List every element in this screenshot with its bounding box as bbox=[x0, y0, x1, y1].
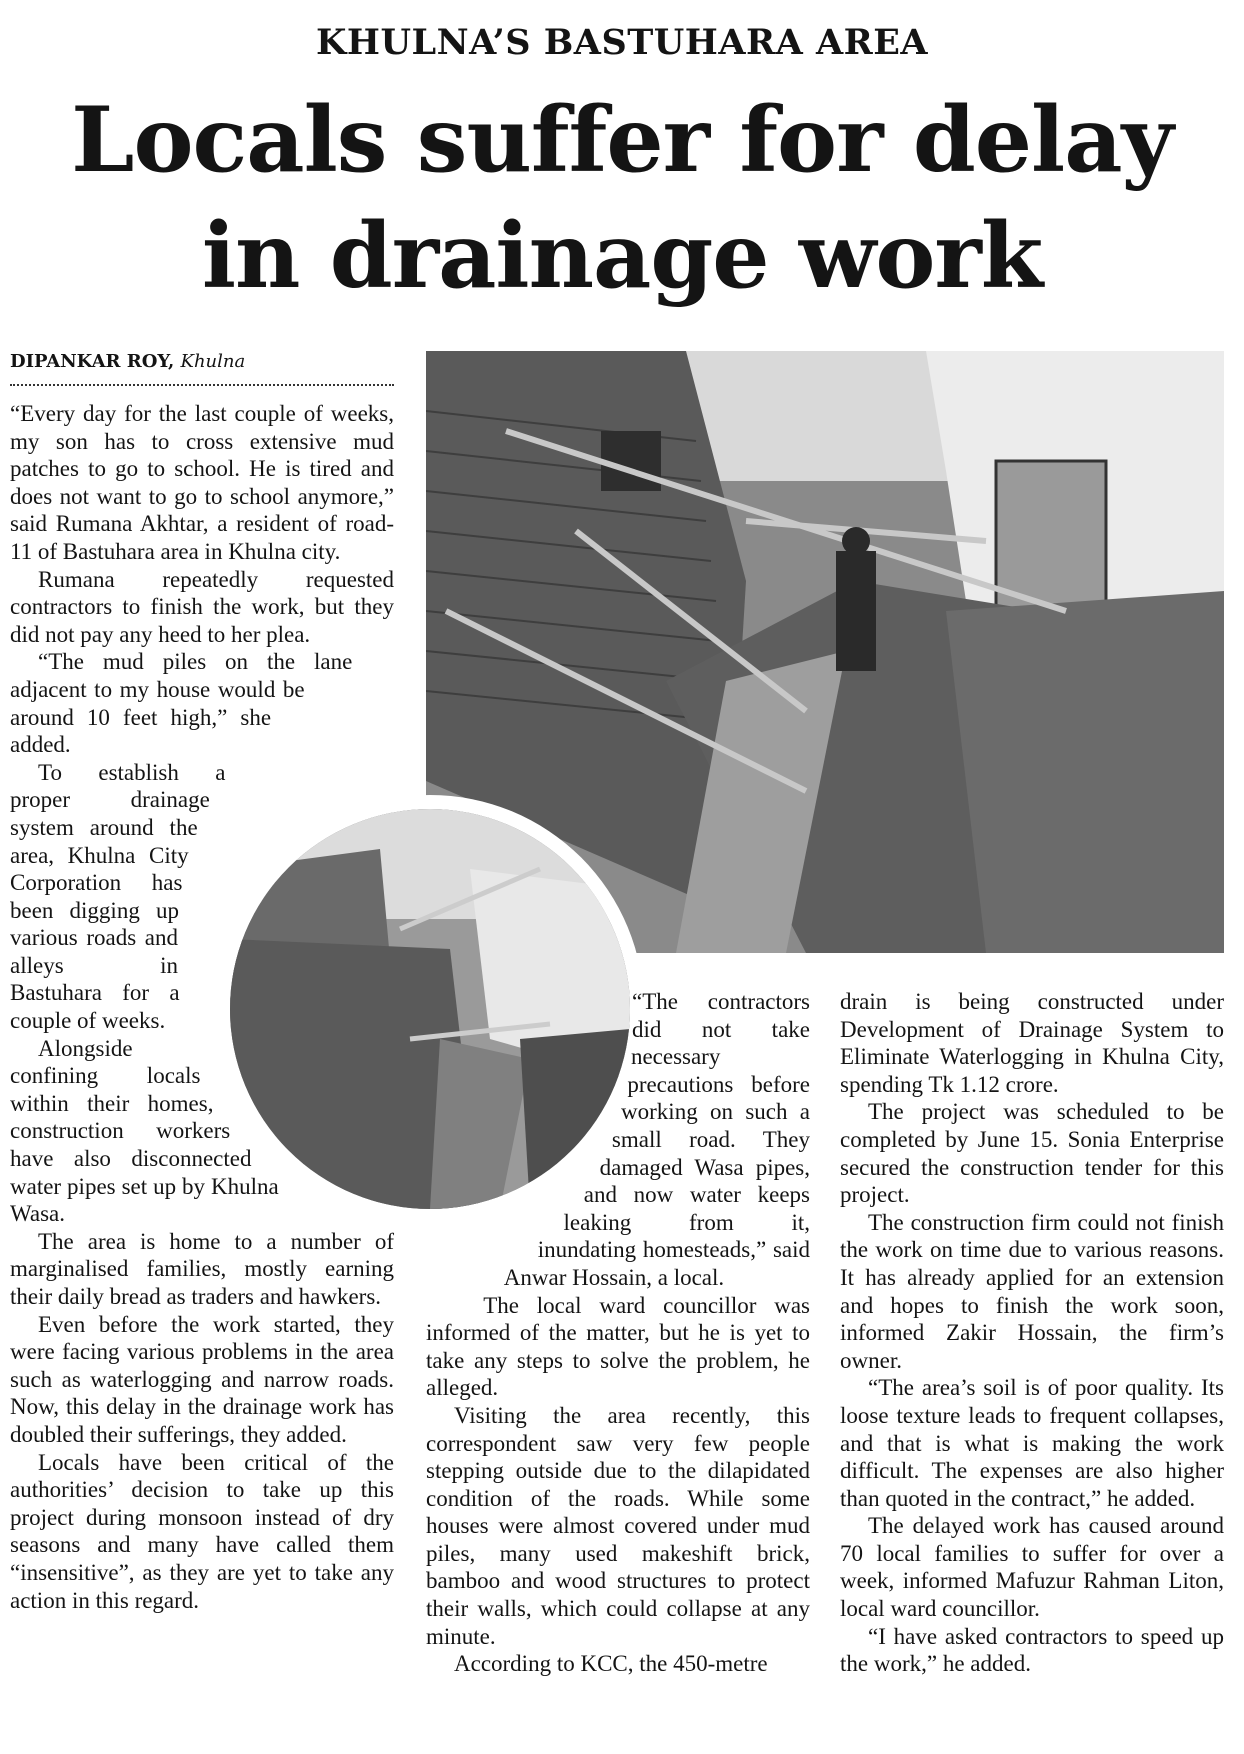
paragraph: According to KCC, the 450-metre bbox=[454, 1651, 768, 1677]
paragraph: Visiting the area recently, this correspondent saw very few people stepping outside due to the dilapidated condition of the roads. While some houses were almost covered under mud piles, many used makeshift brick, bamboo and wood structures to protect their walls, which could collapse at any minute. bbox=[426, 1402, 810, 1649]
paragraph: Rumana repeatedly requested contractors to finish the work, but they did not pay any heed to her plea. bbox=[10, 566, 394, 647]
paragraph: “The area’s soil is of poor quality. Its loose texture leads to frequent collapses, and that is what is making the work difficult. The expenses are also higher than quoted in the contract,” he added. bbox=[840, 1375, 1224, 1511]
paragraph: Locals have been critical of the authorities’ decision to take up this project during monsoon instead of dry seasons and many have called them “insensitive”, as they are yet to take any action in this regard. bbox=[10, 1449, 394, 1613]
paragraph: The delayed work has caused around 70 local families to suffer for over a week, informed Mafuzur Rahman Liton, local ward councillor. bbox=[840, 1513, 1224, 1622]
byline-divider bbox=[10, 384, 394, 386]
paragraph: The project was scheduled to be completed by June 15. Sonia Enterprise secured the construction tender for this project. bbox=[840, 1099, 1224, 1208]
headline-line-1: Locals suffer for delay bbox=[71, 87, 1173, 193]
kicker: KHULNA’S BASTUHARA AREA bbox=[315, 22, 929, 63]
byline-location: Khulna bbox=[180, 351, 246, 372]
paragraph: The area is home to a number of marginalised families, mostly earning their daily bread as traders and hawkers. bbox=[10, 1228, 394, 1309]
byline-author: DIPANKAR ROY, bbox=[10, 351, 175, 372]
byline bbox=[10, 351, 245, 372]
paragraph: “Every day for the last couple of weeks, my son has to cross extensive mud patches to go to school. He is tired and does not want to go to school anymore,” said Rumana Akhtar, a resident of road-11 of Bastuhara area in Khulna city. bbox=[10, 401, 394, 564]
paragraph: The construction firm could not finish the work on time due to various reasons. It has already applied for an extension and hopes to finish the work soon, informed Zakir Hossain, the firm’s owner. bbox=[840, 1209, 1224, 1373]
headline-line-2: in drainage work bbox=[201, 203, 1043, 309]
paragraph: “The mud piles on the lane adjacent to my house would be around 10 feet high,” she added. bbox=[10, 649, 353, 758]
paragraph: Even before the work started, they were facing various problems in the area such as waterlogging and narrow roads. Now, this delay in the drainage work has doubled their sufferings, they added. bbox=[10, 1311, 394, 1447]
paragraph: “The contractors did not take necessary precautions before working on such a small road. They damaged Wasa pipes, and now water keeps leaking from it, inundating homesteads,” said Anwar Hossain, a local. bbox=[503, 989, 810, 1290]
column-1 bbox=[10, 400, 394, 1614]
paragraph: The local ward councillor was informed of the matter, but he is yet to take any steps to solve the problem, he alleged. bbox=[426, 1292, 810, 1401]
paragraph: “I have asked contractors to speed up the work,” he added. bbox=[840, 1623, 1224, 1677]
paragraph: To establish a proper drainage system around the area, Khulna City Corporation has been digging up various roads and alleys in Bastuhara for a couple of weeks. bbox=[10, 759, 226, 1034]
paragraph: Alongside confining locals within their homes, construction workers have also disconnected water pipes set up by Khulna Wasa. bbox=[10, 1035, 279, 1227]
paragraph: drain is being constructed under Development of Drainage System to Eliminate Waterlogging in Khulna City, spending Tk 1.12 crore. bbox=[840, 989, 1224, 1097]
headline bbox=[10, 82, 1234, 314]
column-2 bbox=[426, 988, 810, 1678]
column-3 bbox=[840, 988, 1224, 1678]
